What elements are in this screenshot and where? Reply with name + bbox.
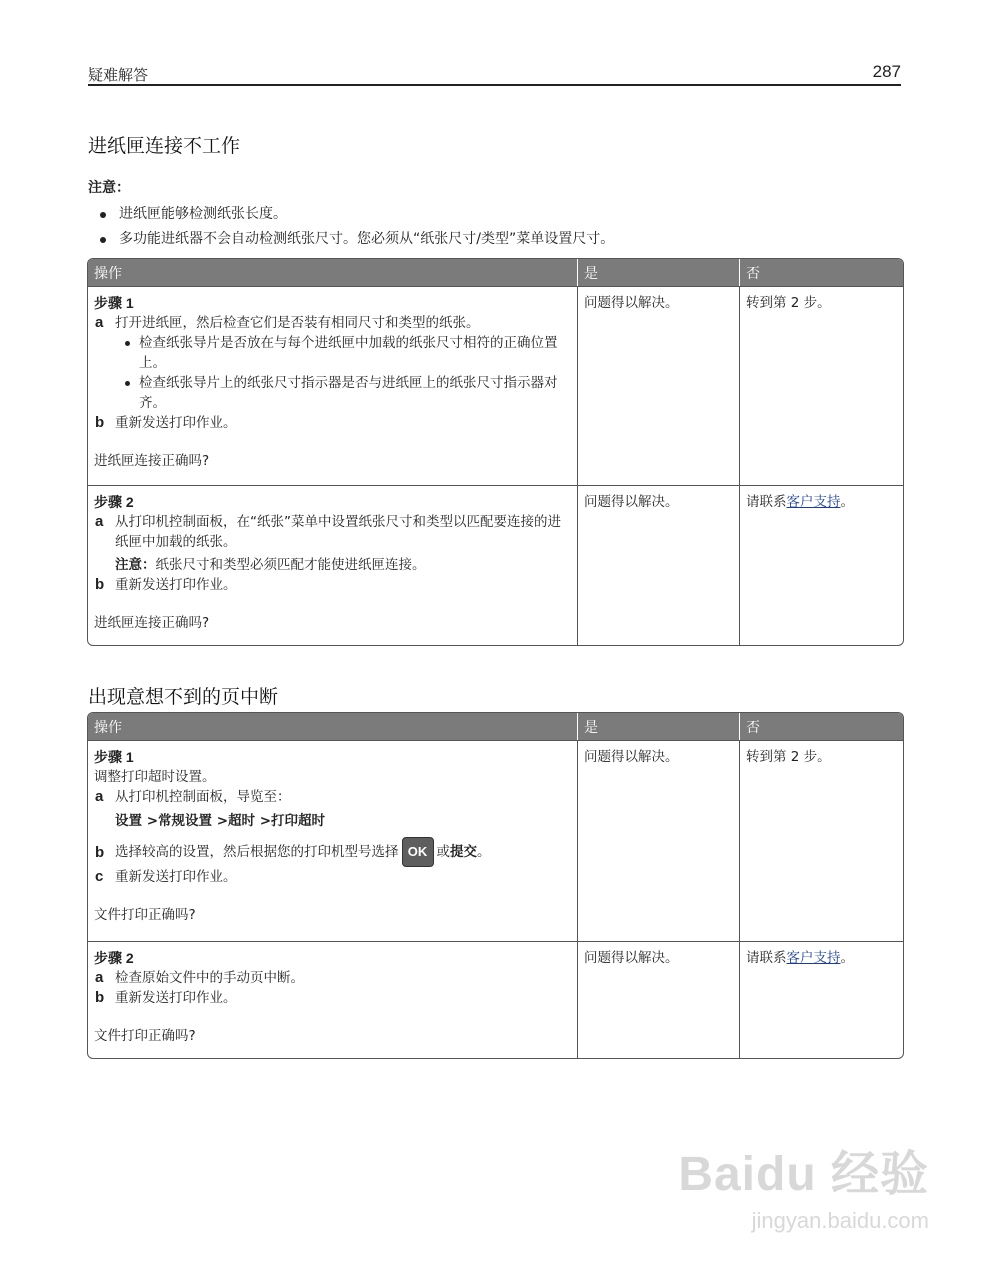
col-yes: 是: [577, 259, 739, 286]
step-b: [94, 575, 571, 595]
watermark-brand: Baidu 经验: [678, 1148, 929, 1201]
action-cell: [88, 286, 577, 485]
end-text: 。: [477, 844, 491, 860]
step-text: 重新发送打印作业。: [115, 869, 237, 885]
step-text: 重新发送打印作业。: [115, 990, 237, 1006]
step-label: 步骤 2: [94, 494, 134, 510]
submit-text: 提交: [450, 844, 477, 860]
yes-cell: 问题得以解决。: [577, 740, 739, 941]
yes-cell: 问题得以解决。: [577, 941, 739, 1058]
table-row: [88, 941, 903, 1058]
menu-path: 设置 >常规设置 >超时 >打印超时: [115, 813, 326, 829]
or-text: 或: [436, 844, 450, 860]
step-text: 从打印机控制面板，导览至：: [115, 789, 291, 805]
no-cell: 转到第 2 步。: [739, 740, 903, 941]
step-text: 打开进纸匣，然后检查它们是否装有相同尺寸和类型的纸张。: [115, 315, 480, 331]
yes-cell: 问题得以解决。: [577, 286, 739, 485]
customer-support-link[interactable]: 客户支持: [786, 950, 841, 966]
notes-list: [88, 202, 614, 252]
sub-bullet: 检查纸张导片是否放在与每个进纸匣中加载的纸张尺寸相符的正确位置上。: [94, 333, 571, 373]
section-title-page-breaks: 出现意想不到的页中断: [88, 686, 279, 708]
action-cell: [88, 740, 577, 941]
step-text: 从打印机控制面板，在“纸张”菜单中设置纸张尺寸和类型以匹配要连接的进纸匣中加载的纸张。: [115, 514, 561, 550]
page-number: 287: [872, 62, 901, 81]
yes-cell: 问题得以解决。: [577, 485, 739, 645]
step-text: 检查原始文件中的手动页中断。: [115, 970, 304, 986]
col-action: 操作: [88, 259, 577, 286]
table-header-row: [88, 259, 903, 286]
troubleshoot-table-tray-linking: [87, 258, 904, 646]
action-cell: [88, 941, 577, 1058]
step-a: [94, 968, 571, 988]
table-row: [88, 485, 903, 645]
action-cell: [88, 485, 577, 645]
ok-button-icon: OK: [402, 837, 434, 867]
step-label: 步骤 1: [94, 295, 134, 311]
question: 文件打印正确吗?: [94, 907, 196, 923]
step-b: [94, 988, 571, 1008]
sub-bullet: 检查纸张导片上的纸张尺寸指示器是否与进纸匣上的纸张尺寸指示器对齐。: [94, 373, 571, 413]
troubleshoot-table-page-breaks: [87, 712, 904, 1059]
table-header-row: [88, 713, 903, 740]
note-bold: 注意：: [115, 557, 156, 573]
step-intro: 调整打印超时设置。: [94, 769, 216, 785]
note-text: 纸张尺寸和类型必须匹配才能使进纸匣连接。: [155, 557, 426, 573]
step-a: [94, 512, 571, 552]
watermark-url: jingyan.baidu.com: [751, 1208, 929, 1233]
customer-support-link[interactable]: 客户支持: [786, 494, 841, 510]
step-label: 步骤 1: [94, 749, 134, 765]
note-item: 多功能进纸器不会自动检测纸张尺寸。您必须从“纸张尺寸/类型”菜单设置尺寸。: [88, 227, 614, 252]
table-row: [88, 286, 903, 485]
baidu-watermark: [678, 1135, 929, 1234]
col-no: 否: [739, 259, 903, 286]
step-letter: a: [95, 314, 104, 331]
step-letter: b: [95, 844, 105, 861]
section-name: 疑难解答: [88, 66, 149, 84]
note-item: 进纸匣能够检测纸张长度。: [88, 202, 614, 227]
no-suffix: 。: [840, 494, 854, 510]
step-text: 选择较高的设置，然后根据您的打印机型号选择: [115, 844, 399, 860]
step-letter: a: [95, 788, 104, 805]
section-title-tray-linking: 进纸匣连接不工作: [88, 135, 241, 157]
col-no: 否: [739, 713, 903, 740]
step-label: 步骤 2: [94, 950, 134, 966]
step-text: 重新发送打印作业。: [115, 415, 237, 431]
step-letter: b: [95, 414, 105, 431]
step-text: 重新发送打印作业。: [115, 577, 237, 593]
no-cell: 转到第 2 步。: [739, 286, 903, 485]
no-prefix: 请联系: [746, 950, 787, 966]
step-c: [94, 867, 571, 887]
question: 进纸匣连接正确吗?: [94, 453, 210, 469]
step-letter: b: [95, 989, 105, 1006]
step-letter: c: [95, 868, 104, 885]
question: 进纸匣连接正确吗?: [94, 615, 210, 631]
step-b: [94, 413, 571, 433]
step-letter: a: [95, 513, 104, 530]
page-header: [88, 62, 901, 86]
step-b: [94, 837, 571, 867]
step-letter: b: [95, 576, 105, 593]
step-a: [94, 787, 571, 807]
no-cell: [739, 485, 903, 645]
no-prefix: 请联系: [746, 494, 787, 510]
col-yes: 是: [577, 713, 739, 740]
note-label: 注意：: [88, 180, 130, 196]
step-letter: a: [95, 969, 104, 986]
step-a: [94, 313, 571, 333]
no-suffix: 。: [840, 950, 854, 966]
no-cell: [739, 941, 903, 1058]
step-note: [94, 555, 571, 575]
col-action: 操作: [88, 713, 577, 740]
table-row: [88, 740, 903, 941]
question: 文件打印正确吗?: [94, 1028, 196, 1044]
